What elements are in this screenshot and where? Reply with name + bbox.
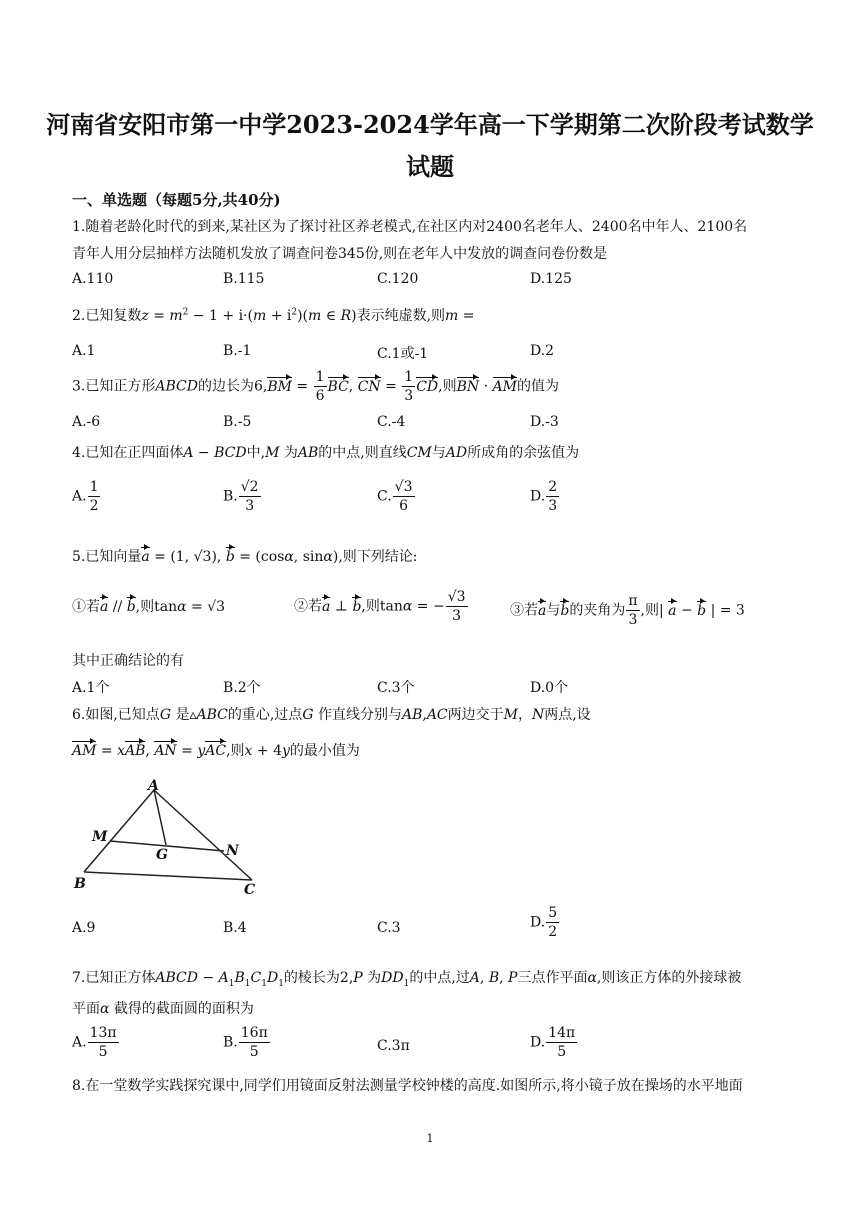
q3-stem: 3.已知正方形ABCD的边长为6,BM = $\frac{1}{6}$ BC, CN = $\frac{1}{3}$ CD,则BN · AM的值为: [72, 369, 559, 404]
edge-bc: [84, 872, 252, 880]
q4-option-b: B. $\frac{√2}{3}$: [223, 479, 259, 514]
q3-option-d: D.-3: [530, 414, 559, 430]
q7-option-d: D. $\frac{14\pi}{5}$: [530, 1025, 576, 1060]
q6-line1: 6.如图,已知点G 是▵ABC的重心,过点G 作直线分别与AB,AC两边交于M，N两点,设: [72, 707, 591, 723]
triangle-figure: [68, 775, 268, 900]
section-heading: 一、单选题（每题5分,共40分): [72, 191, 281, 209]
q5-conclusion: 其中正确结论的有: [72, 653, 184, 669]
label-n: N: [226, 843, 239, 859]
label-b: B: [74, 876, 86, 892]
label-g: G: [156, 847, 168, 863]
q5-claim-3: ③若a与b的夹角为 $\frac{\pi}{3}$ ,则| a − b | = 3: [510, 593, 745, 628]
q7-option-b: B. $\frac{16\pi}{5}$: [223, 1025, 268, 1060]
q2-option-d: D.2: [530, 343, 555, 359]
document-title-line2: 试题: [406, 152, 454, 181]
q7-line2: 平面α 截得的截面圆的面积为: [72, 1001, 254, 1017]
q6-line2: AM = xAB, AN = yAC,则x + 4y的最小值为: [72, 743, 360, 759]
q5-option-a: A.1个: [72, 680, 110, 696]
q5-claim-2: ②若a ⊥ b,则tanα = − $\frac{√3}{3}$: [294, 589, 466, 624]
q1-option-a: A.110: [72, 271, 114, 287]
q1-line1: 1.随着老龄化时代的到来,某社区为了探讨社区养老模式,在社区内对2400名老年人、2400名中年人、2100名: [72, 219, 748, 235]
q2-option-b: B.-1: [223, 343, 252, 359]
document-title-line1: 河南省安阳市第一中学2023-2024学年高一下学期第二次阶段考试数学: [46, 110, 814, 139]
q6-option-a: A.9: [72, 920, 96, 936]
q1-option-d: D.125: [530, 271, 572, 287]
q4-option-c: C. $\frac{√3}{6}$: [377, 479, 413, 514]
q5-option-c: C.3个: [377, 680, 415, 696]
q6-option-b: B.4: [223, 920, 247, 936]
label-c: C: [244, 882, 256, 898]
q3-option-c: C.-4: [377, 414, 406, 430]
q7-line1: 7.已知正方体ABCD − $A_1B_1C_1D_1$的棱长为2,P 为$DD_1$的中点,过A, B, P三点作平面α,则该正方体的外接球被: [72, 970, 742, 989]
q6-option-c: C.3: [377, 920, 401, 936]
q5-option-d: D.0个: [530, 680, 569, 696]
q4-option-d: D. $\frac{2}{3}$: [530, 479, 558, 514]
edge-ac: [154, 790, 252, 880]
label-m: M: [92, 829, 108, 845]
line-ag: [154, 790, 166, 845]
q6-option-d: D. $\frac{5}{2}$: [530, 905, 558, 940]
q1-option-b: B.115: [223, 271, 265, 287]
q5-stem: 5.已知向量a = (1, √3), b = (cosα, sinα),则下列结论:: [72, 549, 418, 565]
q5-claim-1: ①若a // b,则tanα = √3: [72, 599, 226, 615]
q4-option-a: A. $\frac{1}{2}$: [72, 479, 99, 514]
label-a: A: [148, 778, 159, 794]
q4-stem: 4.已知在正四面体A − BCD中,M 为AB的中点,则直线CM与AD所成角的余弦值为: [72, 445, 580, 461]
q3-option-b: B.-5: [223, 414, 252, 430]
q5-option-b: B.2个: [223, 680, 261, 696]
q7-option-c: C.3π: [377, 1038, 410, 1054]
q1-line2: 青年人用分层抽样方法随机发放了调查问卷345份,则在老年人中发放的调查问卷份数是: [72, 246, 608, 262]
q2-option-c: C.1或-1: [377, 346, 429, 362]
q3-option-a: A.-6: [72, 414, 101, 430]
q1-option-c: C.120: [377, 271, 419, 287]
q7-option-a: A. $\frac{13\pi}{5}$: [72, 1025, 117, 1060]
q8-line1: 8.在一堂数学实践探究课中,同学们用镜面反射法测量学校钟楼的高度.如图所示,将小镜子放在操场的水平地面: [72, 1078, 743, 1094]
page-number: 1: [426, 1132, 434, 1145]
q2-stem: 2.已知复数$z = m^2 - 1 + i\cdot(m + i^2)(m$ ∈ R)表示纯虚数,则m =: [72, 307, 475, 324]
q2-option-a: A.1: [72, 343, 96, 359]
